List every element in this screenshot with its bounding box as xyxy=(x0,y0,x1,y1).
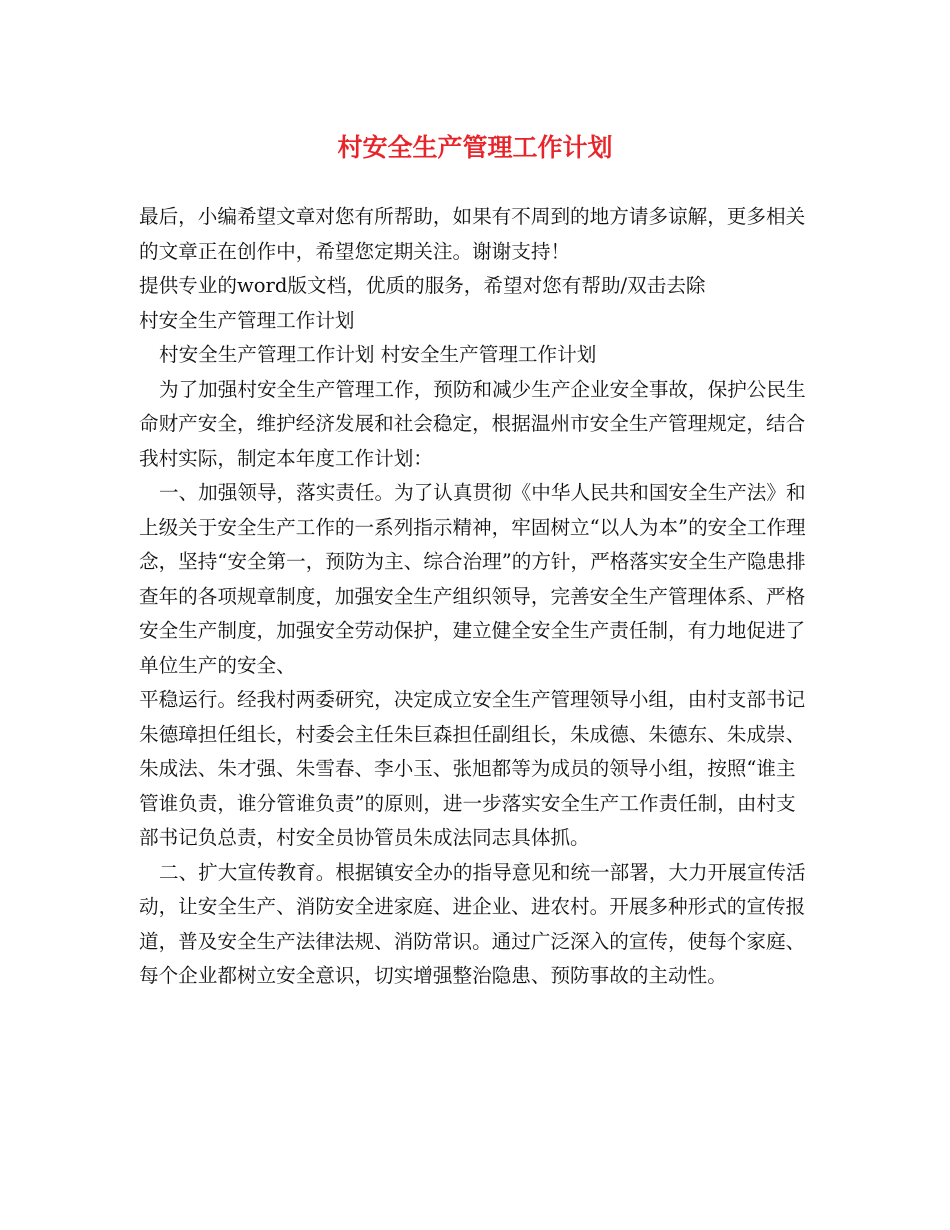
paragraph-intro: 为了加强村安全生产管理工作，预防和减少生产企业安全事故，保护公民生命财产安全，维护经济发展和社会稳定，根据温州市安全生产管理规定，结合我村实际，制定本年度工作计划： xyxy=(139,377,806,470)
paragraph-closing-note: 最后，小编希望文章对您有所帮助，如果有不周到的地方请多谅解，更多相关的文章正在创作中，希望您定期关注。谢谢支持！ xyxy=(139,205,806,263)
paragraph-section-one: 一、加强领导，落实责任。为了认真贯彻《中华人民共和国安全生产法》和上级关于安全生产工作的一系列指示精神，牢固树立“以人为本”的安全工作理念，坚持“安全第一，预防为主、综合治理”的方针，严格落实安全生产隐患排查年的各项规章制度，加强安全生产组织领导，完善安全生产管理体系、严格安全生产制度，加强安全劳动保护，建立健全安全生产责任制，有力地促进了单位生产的安全、 xyxy=(139,481,806,677)
paragraph-section-one-continued: 平稳运行。经我村两委研究，决定成立安全生产管理领导小组，由村支部书记朱德璋担任组长，村委会主任朱巨森担任副组长，朱成德、朱德东、朱成崇、朱成法、朱才强、朱雪春、李小玉、张旭都等为成员的领导小组，按照“谁主管谁负责，谁分管谁负责”的原则，进一步落实安全生产工作责任制，由村支部书记负总责，村安全员协管员朱成法同志具体抓。 xyxy=(139,688,806,849)
paragraph-subheading: 村安全生产管理工作计划 村安全生产管理工作计划 xyxy=(159,343,597,366)
paragraph-heading: 村安全生产管理工作计划 xyxy=(139,308,355,332)
paragraph-section-two: 二、扩大宣传教育。根据镇安全办的指导意见和统一部署，大力开展宣传活动，让安全生产、消防安全进家庭、进企业、进农村。开展多种形式的宣传报道，普及安全生产法律法规、消防常识。通过广泛深入的宣传，使每个家庭、每个企业都树立安全意识，切实增强整治隐患、预防事故的主动性。 xyxy=(139,860,806,987)
document-body xyxy=(139,200,815,994)
paragraph-word-notice: 提供专业的word版文档，优质的服务，希望对您有帮助/双击去除 xyxy=(139,274,706,297)
document-title: 村安全生产管理工作计划 xyxy=(337,133,613,162)
